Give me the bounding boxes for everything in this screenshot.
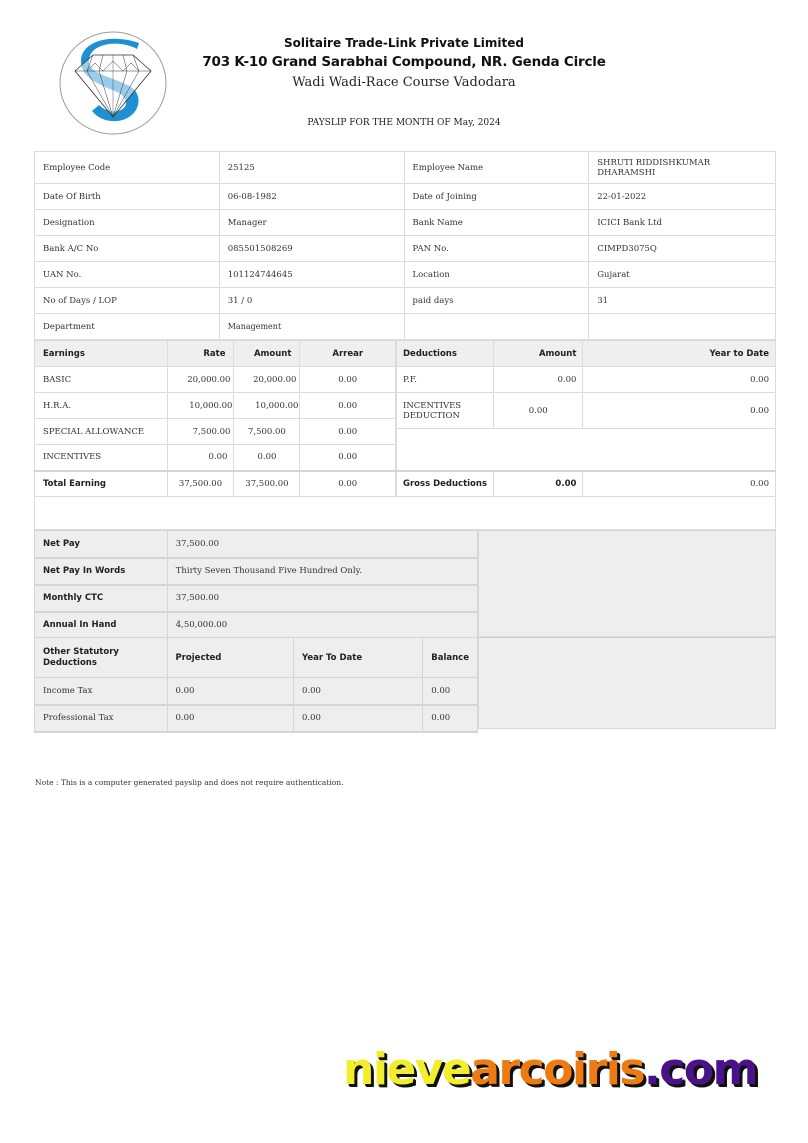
statutory-ytd: 0.00: [293, 705, 422, 732]
statutory-header: Other Statutory Deductions: [35, 638, 168, 678]
info-value: Manager: [219, 210, 404, 236]
company-name: Solitaire Trade-Link Private Limited: [284, 36, 524, 50]
statutory-header-row: [35, 638, 478, 678]
employee-info-table: [34, 151, 776, 340]
info-label: Bank Name: [404, 210, 589, 236]
info-label: Employee Name: [404, 152, 589, 184]
info-value: 25125: [219, 152, 404, 184]
info-label: [404, 314, 589, 340]
section-spacer: [34, 496, 776, 530]
gross-deductions-row: [397, 471, 776, 497]
info-row: [35, 314, 776, 340]
statutory-side-panel: [478, 637, 776, 729]
earnings-row: [35, 367, 396, 393]
info-label: Department: [35, 314, 220, 340]
total-earning-arrear: 0.00: [300, 471, 396, 497]
net-pay-words-value: Thirty Seven Thousand Five Hundred Only.: [167, 558, 477, 585]
monthly-ctc-value: 37,500.00: [167, 585, 477, 612]
arrear-header: Arrear: [300, 341, 396, 367]
monthly-ctc-label: Monthly CTC: [35, 585, 168, 612]
deduction-ytd-header: Year to Date: [583, 341, 776, 367]
summary-row: [35, 585, 478, 612]
info-row: [35, 288, 776, 314]
earning-name: SPECIAL ALLOWANCE: [35, 419, 168, 445]
company-logo-icon: [59, 31, 167, 135]
earning-arrear: 0.00: [300, 393, 396, 419]
info-value: CIMPD3075Q: [589, 236, 776, 262]
total-earning-row: [35, 471, 396, 497]
earning-name: H.R.A.: [35, 393, 168, 419]
statutory-name: Professional Tax: [35, 705, 168, 732]
statutory-balance: 0.00: [423, 705, 478, 732]
info-label: Designation: [35, 210, 220, 236]
info-value: 101124744645: [219, 262, 404, 288]
info-row: [35, 184, 776, 210]
net-pay-label: Net Pay: [35, 531, 168, 558]
info-label: UAN No.: [35, 262, 220, 288]
net-pay-value: 37,500.00: [167, 531, 477, 558]
info-value: Management: [219, 314, 404, 340]
earnings-row: [35, 445, 396, 471]
info-label: PAN No.: [404, 236, 589, 262]
earnings-row: [35, 393, 396, 419]
statutory-projected: 0.00: [167, 678, 293, 705]
info-label: Employee Code: [35, 152, 220, 184]
earning-rate: 10,000.00: [167, 393, 234, 419]
projected-header: Projected: [167, 638, 293, 678]
statutory-deductions-table: [34, 637, 478, 733]
deduction-amount: 0.00: [494, 367, 583, 393]
deduction-name: P.F.: [397, 367, 494, 393]
company-address-line1: 703 K-10 Grand Sarabhai Compound, NR. Genda Circle: [202, 54, 606, 70]
statutory-projected: 0.00: [167, 705, 293, 732]
summary-side-panel: [478, 530, 776, 637]
gross-deductions-ytd: 0.00: [583, 471, 776, 497]
payslip-title: PAYSLIP FOR THE MONTH OF May, 2024: [307, 118, 501, 128]
earnings-row: [35, 419, 396, 445]
info-row: [35, 236, 776, 262]
info-value: Gujarat: [589, 262, 776, 288]
authentication-note: Note : This is a computer generated payslip and does not require authentication.: [35, 778, 344, 787]
deduction-amount-header: Amount: [494, 341, 583, 367]
info-label: No of Days / LOP: [35, 288, 220, 314]
empty-cell: [397, 429, 776, 471]
deduction-amount: 0.00: [494, 393, 583, 429]
info-value: ICICI Bank Ltd: [589, 210, 776, 236]
info-label: Date Of Birth: [35, 184, 220, 210]
employee-name-value: SHRUTI RIDDISHKUMAR DHARAMSHI: [589, 152, 776, 184]
statutory-ytd-header: Year To Date: [293, 638, 422, 678]
earnings-header: Earnings: [35, 341, 168, 367]
annual-in-hand-value: 4,50,000.00: [167, 612, 477, 639]
earning-amount: 7,500.00: [234, 419, 300, 445]
earnings-table: [34, 340, 396, 497]
watermark-part1: nieve: [343, 1044, 471, 1095]
deductions-header-row: [397, 341, 776, 367]
info-value: [589, 314, 776, 340]
earning-amount: 10,000.00: [234, 393, 300, 419]
earning-amount: 20,000.00: [234, 367, 300, 393]
earning-name: INCENTIVES: [35, 445, 168, 471]
gross-deductions-label: Gross Deductions: [397, 471, 494, 497]
statutory-ytd: 0.00: [293, 678, 422, 705]
info-value: 085501508269: [219, 236, 404, 262]
watermark: [343, 1044, 757, 1095]
statutory-row: [35, 705, 478, 732]
total-earning-amount: 37,500.00: [234, 471, 300, 497]
info-value: 31 / 0: [219, 288, 404, 314]
info-row: [35, 262, 776, 288]
deduction-empty-row: [397, 429, 776, 471]
amount-header: Amount: [234, 341, 300, 367]
summary-row: [35, 531, 478, 558]
rate-header: Rate: [167, 341, 234, 367]
net-pay-words-label: Net Pay In Words: [35, 558, 168, 585]
deductions-header: Deductions: [397, 341, 494, 367]
info-label: Bank A/C No: [35, 236, 220, 262]
total-earning-label: Total Earning: [35, 471, 168, 497]
earning-rate: 7,500.00: [167, 419, 234, 445]
earning-arrear: 0.00: [300, 419, 396, 445]
info-label: Date of Joining: [404, 184, 589, 210]
info-value: 22-01-2022: [589, 184, 776, 210]
deduction-row: [397, 393, 776, 429]
company-address-line2: Wadi Wadi-Race Course Vadodara: [292, 75, 516, 90]
earning-rate: 0.00: [167, 445, 234, 471]
earning-arrear: 0.00: [300, 367, 396, 393]
watermark-part2: arcoiris: [470, 1044, 645, 1095]
gross-deductions-amount: 0.00: [494, 471, 583, 497]
deduction-row: [397, 367, 776, 393]
annual-in-hand-label: Annual In Hand: [35, 612, 168, 639]
deduction-ytd: 0.00: [583, 367, 776, 393]
info-value: 31: [589, 288, 776, 314]
info-label: paid days: [404, 288, 589, 314]
statutory-balance: 0.00: [423, 678, 478, 705]
info-row: [35, 152, 776, 184]
net-pay-summary-table: [34, 530, 478, 640]
watermark-part3: .com: [644, 1044, 757, 1095]
deductions-table: [396, 340, 776, 497]
balance-header: Balance: [423, 638, 478, 678]
earning-name: BASIC: [35, 367, 168, 393]
summary-row: [35, 612, 478, 639]
summary-row: [35, 558, 478, 585]
statutory-row: [35, 678, 478, 705]
info-row: [35, 210, 776, 236]
earning-arrear: 0.00: [300, 445, 396, 471]
deduction-ytd: 0.00: [583, 393, 776, 429]
info-value: 06-08-1982: [219, 184, 404, 210]
info-label: Location: [404, 262, 589, 288]
earnings-header-row: [35, 341, 396, 367]
statutory-name: Income Tax: [35, 678, 168, 705]
total-earning-rate: 37,500.00: [167, 471, 234, 497]
earning-amount: 0.00: [234, 445, 300, 471]
earning-rate: 20,000.00: [167, 367, 234, 393]
deduction-name: INCENTIVES DEDUCTION: [397, 393, 494, 429]
